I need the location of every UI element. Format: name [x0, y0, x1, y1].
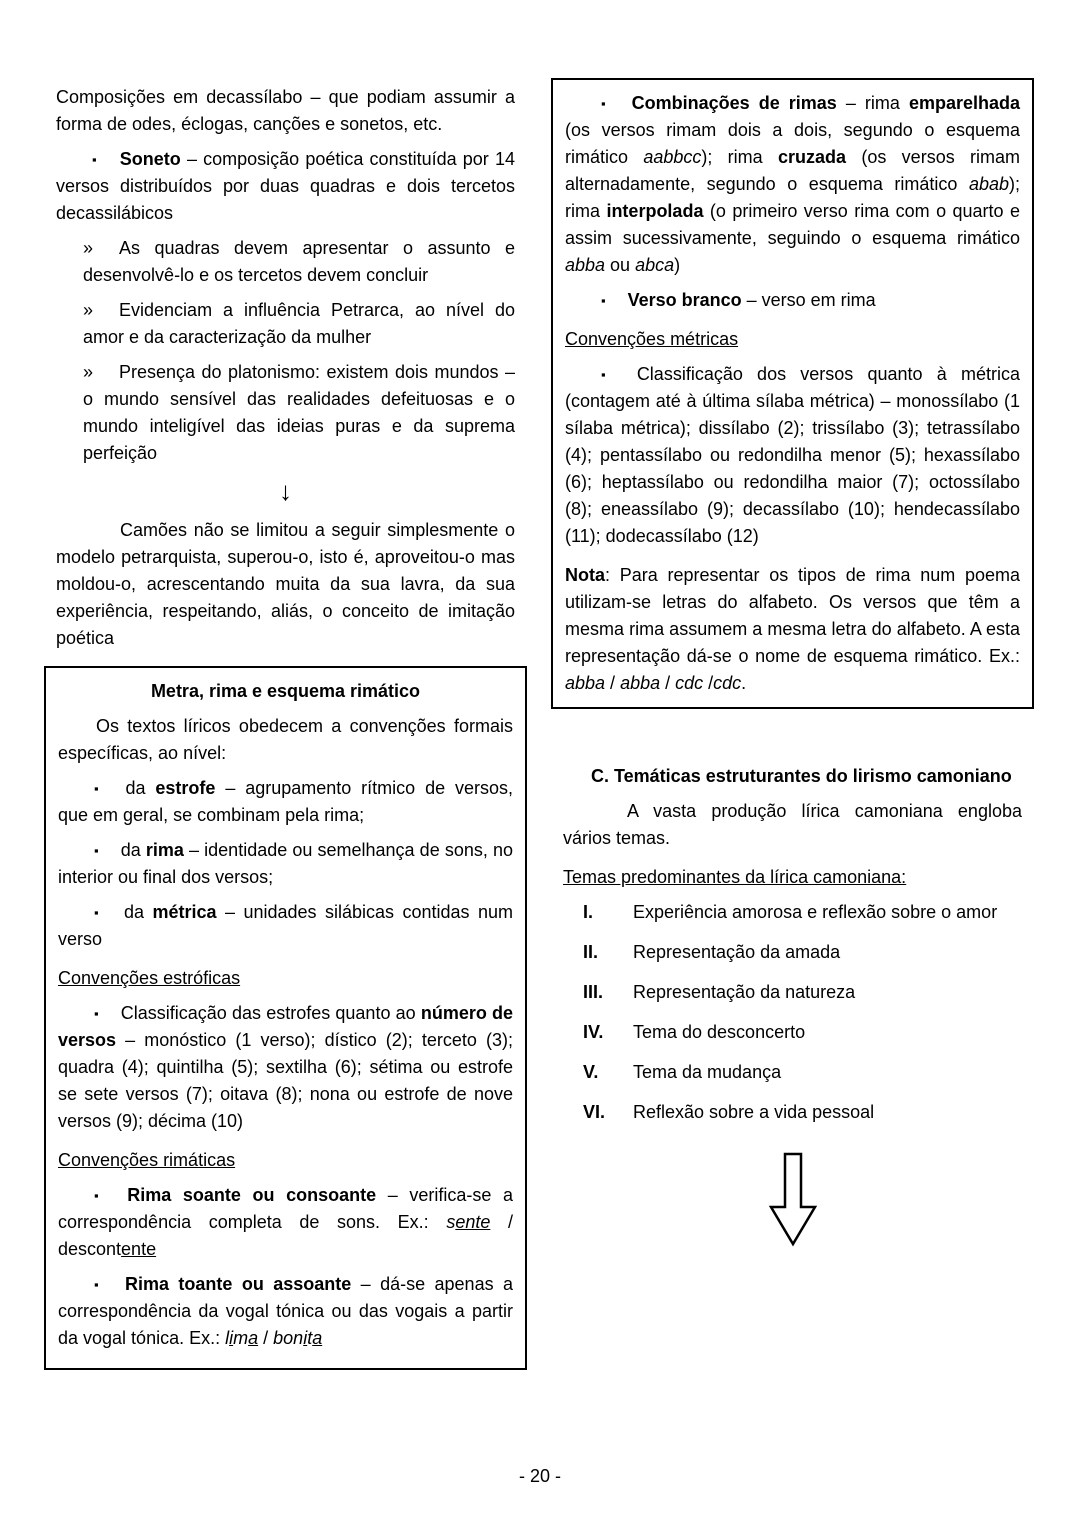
- box-intro: Os textos líricos obedecem a convenções formais específicas, ao nível:: [58, 715, 513, 763]
- heading-temas-predominantes: Temas predominantes da lírica camoniana:: [563, 867, 907, 887]
- list-item-number: IV.: [583, 1022, 604, 1042]
- list-item-amada: [563, 939, 1022, 966]
- chevron-bullet-icon: »: [83, 300, 94, 320]
- bullet-metrica-text: da métrica – unidades silábicas contidas num verso: [58, 901, 513, 949]
- square-bullet-icon: ▪: [601, 293, 606, 308]
- subitem-platonismo-text: Presença do platonismo: existem dois mundos – o mundo sensível das realidades defeituosas e o mundo inteligível das ideias puras e da suprema perfeição: [83, 362, 515, 463]
- list-item-text: Representação da amada: [633, 942, 841, 962]
- bullet-estrofe-text: da estrofe – agrupamento rítmico de versos, que em geral, se combinam pela rima;: [58, 777, 513, 825]
- list-item-text: Tema do desconcerto: [633, 1022, 806, 1042]
- heading-convencoes-metricas: Convenções métricas: [565, 329, 739, 349]
- chevron-bullet-icon: »: [83, 362, 94, 382]
- bullet-estrofe: [58, 775, 513, 829]
- paragraph-decassilabo: Composições em decassílabo – que podiam assumir a forma de odes, éclogas, canções e sonetos, etc.: [56, 87, 515, 134]
- chevron-bullet-icon: »: [83, 238, 94, 258]
- list-item-number: II.: [583, 942, 599, 962]
- list-item-desconcerto: [563, 1019, 1022, 1046]
- list-item-number: V.: [583, 1062, 599, 1082]
- list-item-number: I.: [583, 902, 594, 922]
- subitem-quadras: [56, 235, 515, 289]
- bullet-soneto: [56, 146, 515, 227]
- square-bullet-icon: ▪: [601, 96, 610, 111]
- bullet-classificacao-versos-text: Classificação dos versos quanto à métrica (contagem até à última sílaba métrica) – monossílabo (1 sílaba métrica); dissílabo (2); trissílabo (3); tetrassílabo (4); pentassílabo ou redondilha menor (5); hexassílabo (6); heptassílabo ou redondilha maior (7); octossílabo (8); eneassílabo (9); decassílabo (10); hendecassílabo (11); dodecassílabo (12): [565, 364, 1020, 546]
- list-item-mudanca: [563, 1059, 1022, 1086]
- small-down-arrow-icon: ↓: [279, 476, 292, 506]
- list-item-vida-pessoal: [563, 1099, 1022, 1126]
- square-bullet-icon: ▪: [92, 152, 98, 167]
- square-bullet-icon: ▪: [94, 904, 103, 920]
- paragraph-vasta-producao: A vasta produção lírica camoniana engloba vários temas.: [563, 801, 1022, 848]
- bullet-soneto-text: Soneto – composição poética constituída por 14 versos distribuídos por duas quadras e dois tercetos decassilábicos: [56, 149, 515, 223]
- page-number: - 20 -: [518, 1466, 562, 1486]
- list-item-text: Experiência amorosa e reflexão sobre o amor: [633, 902, 998, 922]
- list-item-experiencia: [563, 899, 1022, 926]
- bullet-classificacao-versos: [565, 361, 1020, 550]
- box-title: Metra, rima e esquema rimático: [150, 680, 421, 701]
- subitem-petrarca: [56, 297, 515, 351]
- list-item-text: Tema da mudança: [633, 1062, 782, 1082]
- metra-rima-box-right: [551, 78, 1034, 709]
- subitem-quadras-text: As quadras devem apresentar o assunto e desenvolvê-lo e os tercetos devem concluir: [83, 238, 515, 285]
- temas-list: [563, 899, 1022, 1126]
- paragraph-camoes: Camões não se limitou a seguir simplesmente o modelo petrarquista, superou-o, isto é, aproveitou-o mas moldou-o, acrescentando muita da sua lavra, da sua experiência, respeitando, aliás, o conceito de imitação poética: [56, 519, 515, 648]
- bullet-rima-toante: [58, 1271, 513, 1352]
- bullet-verso-branco: [565, 287, 1020, 314]
- square-bullet-icon: ▪: [601, 367, 615, 382]
- bullet-metrica: [58, 899, 513, 953]
- heading-convencoes-rimaticas: Convenções rimáticas: [58, 1149, 236, 1170]
- bullet-rima-text: da rima – identidade ou semelhança de sons, no interior ou final dos versos;: [58, 839, 513, 887]
- left-column: [56, 84, 515, 1370]
- paragraph-nota: Nota: Para representar os tipos de rima num poema utilizam-se letras do alfabeto. Os versos que têm a mesma rima assumem a mesma letra do alfabeto. A esta representação dá-se o nome de esquema rimático. Ex.: abba / abba / cdc /cdc.: [565, 565, 1020, 693]
- square-bullet-icon: ▪: [94, 842, 99, 858]
- square-bullet-icon: ▪: [94, 1005, 99, 1021]
- bullet-classificacao-estrofes-text: Classificação das estrofes quanto ao número de versos – monóstico (1 verso); dístico (2); terceto (3); quadra (4); quintilha (5); sextilha (6); sétima ou estrofe se sete versos (7); oitava (8); nona ou estrofe de nove versos (9); décima (10): [58, 1002, 514, 1131]
- right-column: [563, 84, 1022, 1370]
- subitem-petrarca-text: Evidenciam a influência Petrarca, ao nível do amor e da caracterização da mulher: [83, 300, 515, 347]
- bullet-classificacao-estrofes: [58, 1000, 513, 1135]
- list-item-text: Reflexão sobre a vida pessoal: [633, 1102, 875, 1122]
- list-item-text: Representação da natureza: [633, 982, 856, 1002]
- list-item-natureza: [563, 979, 1022, 1006]
- bullet-rima-soante-text: Rima soante ou consoante – verifica-se a correspondência completa de sons. Ex.: sente / descontente: [58, 1184, 514, 1259]
- heading-tematicas: C. Temáticas estruturantes do lirismo camoniano: [591, 766, 1012, 786]
- bullet-verso-branco-text: Verso branco – verso em rima: [627, 290, 876, 310]
- heading-convencoes-estroficas: Convenções estróficas: [58, 967, 241, 988]
- bullet-combinacoes: [565, 90, 1020, 279]
- bullet-rima-soante: [58, 1182, 513, 1263]
- list-item-number: VI.: [583, 1102, 606, 1122]
- metra-rima-box-left: [44, 666, 527, 1370]
- subitem-platonismo: [56, 359, 515, 467]
- bullet-rima-toante-text: Rima toante ou assoante – dá-se apenas a correspondência da vogal tónica ou das vogais a partir da vogal tónica. Ex.: lima / bonita: [58, 1273, 513, 1348]
- bullet-combinacoes-text: Combinações de rimas – rima emparelhada (os versos rimam dois a dois, segundo o esquema rimático aabbcc); rima cruzada (os versos rimam alternadamente, segundo o esquema rimático abab); rima interpolada (o primeiro verso rima com o quarto e assim sucessivamente, seguindo o esquema rimático abba ou abca): [565, 93, 1021, 275]
- big-down-arrow-icon: [563, 1152, 1022, 1255]
- bullet-rima: [58, 837, 513, 891]
- list-item-number: III.: [583, 982, 604, 1002]
- square-bullet-icon: ▪: [94, 1187, 106, 1203]
- square-bullet-icon: ▪: [94, 1276, 103, 1292]
- square-bullet-icon: ▪: [94, 780, 104, 796]
